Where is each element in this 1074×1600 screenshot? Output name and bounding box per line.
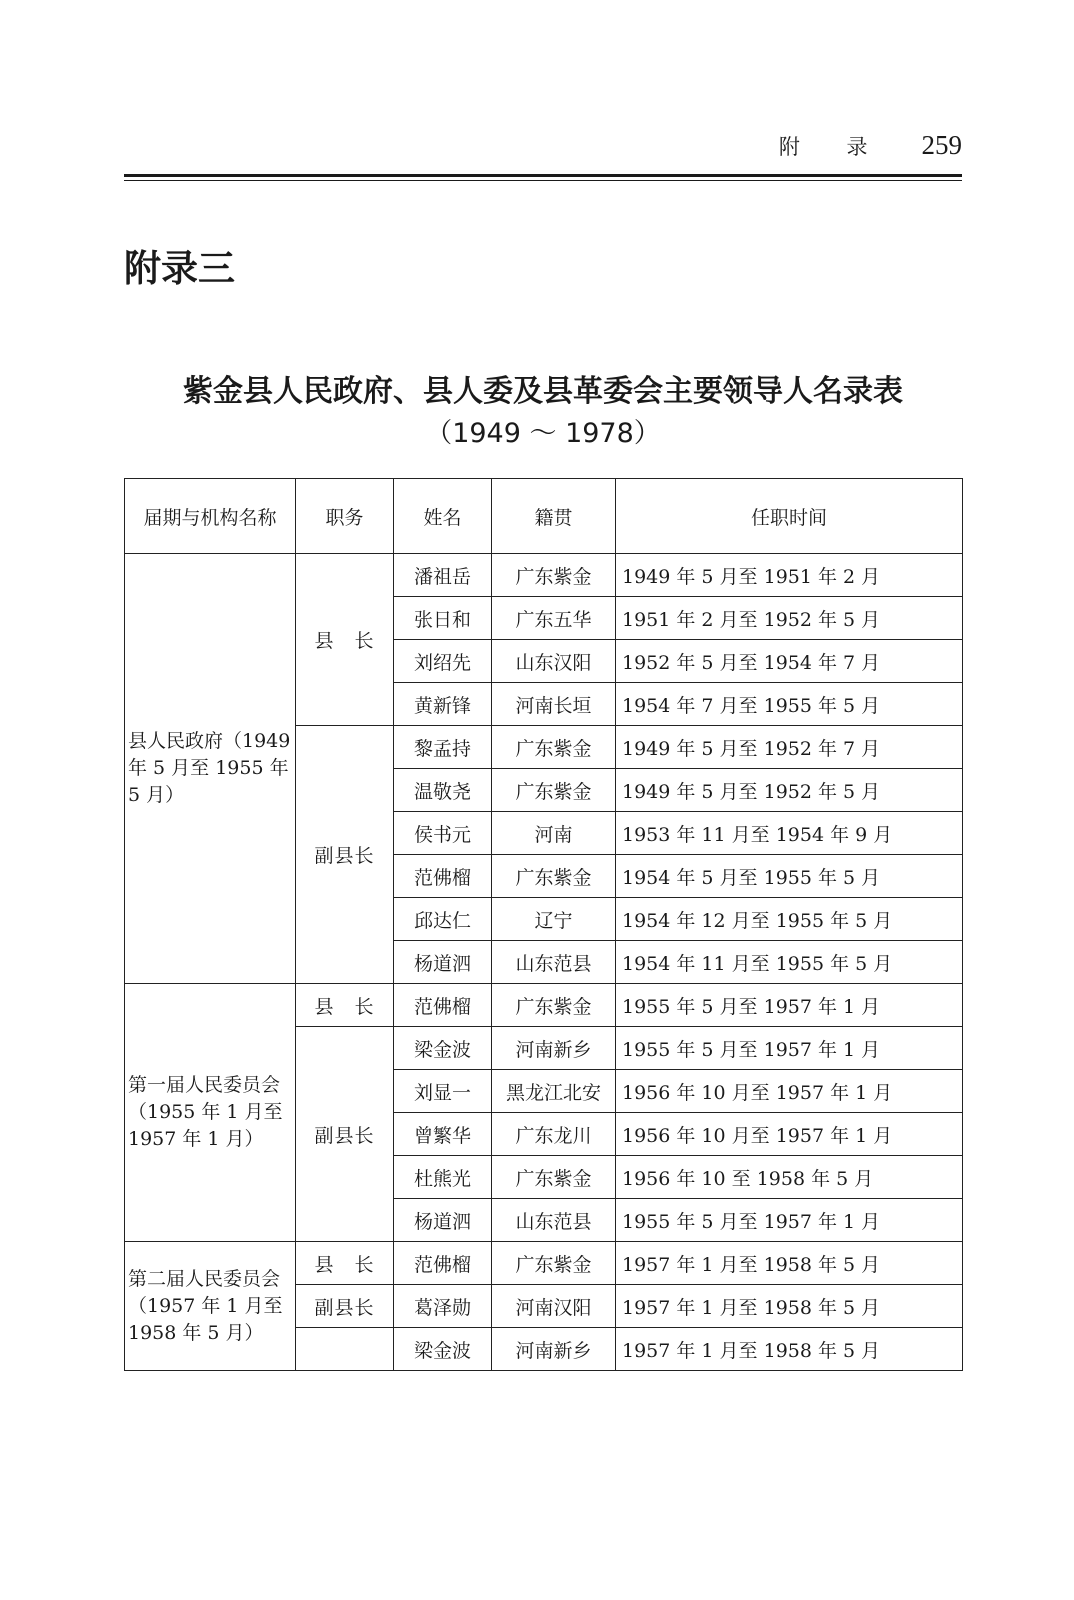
term-cell: 1956 年 10 月至 1957 年 1 月	[616, 1113, 963, 1156]
leaders-table	[124, 478, 963, 1371]
role-cell: 副县长	[296, 726, 394, 984]
origin-cell: 广东紫金	[492, 769, 616, 812]
origin-cell: 广东紫金	[492, 726, 616, 769]
page-number: 259	[921, 130, 962, 160]
origin-cell: 辽宁	[492, 898, 616, 941]
term-cell: 1957 年 1 月至 1958 年 5 月	[616, 1285, 963, 1328]
name-cell: 邱达仁	[394, 898, 492, 941]
header-period: 届期与机构名称	[125, 479, 296, 554]
origin-cell: 山东范县	[492, 941, 616, 984]
term-cell: 1955 年 5 月至 1957 年 1 月	[616, 984, 963, 1027]
header-name: 姓名	[394, 479, 492, 554]
origin-cell: 河南长垣	[492, 683, 616, 726]
name-cell: 温敬尧	[394, 769, 492, 812]
name-cell: 梁金波	[394, 1027, 492, 1070]
header-role: 职务	[296, 479, 394, 554]
name-cell: 刘显一	[394, 1070, 492, 1113]
term-cell: 1956 年 10 至 1958 年 5 月	[616, 1156, 963, 1199]
name-cell: 刘绍先	[394, 640, 492, 683]
period-cell: 第一届人民委员会（1955 年 1 月至 1957 年 1 月）	[125, 984, 296, 1242]
name-cell: 杨道泗	[394, 941, 492, 984]
origin-cell: 广东五华	[492, 597, 616, 640]
name-cell: 范佛榴	[394, 1242, 492, 1285]
role-cell: 副县长	[296, 1285, 394, 1328]
name-cell: 范佛榴	[394, 855, 492, 898]
table-subtitle: （1949 ～ 1978）	[425, 418, 661, 449]
name-cell: 张日和	[394, 597, 492, 640]
table-row	[125, 984, 963, 1027]
origin-cell: 黑龙江北安	[492, 1070, 616, 1113]
name-cell: 梁金波	[394, 1328, 492, 1371]
origin-cell: 山东汉阳	[492, 640, 616, 683]
term-cell: 1949 年 5 月至 1952 年 7 月	[616, 726, 963, 769]
origin-cell: 河南汉阳	[492, 1285, 616, 1328]
name-cell: 侯书元	[394, 812, 492, 855]
term-cell: 1954 年 11 月至 1955 年 5 月	[616, 941, 963, 984]
term-cell: 1949 年 5 月至 1952 年 5 月	[616, 769, 963, 812]
name-cell: 曾繁华	[394, 1113, 492, 1156]
role-cell	[296, 1328, 394, 1371]
running-head	[779, 130, 962, 161]
role-cell: 县 长	[296, 554, 394, 726]
term-cell: 1952 年 5 月至 1954 年 7 月	[616, 640, 963, 683]
origin-cell: 广东紫金	[492, 984, 616, 1027]
origin-cell: 河南新乡	[492, 1027, 616, 1070]
header-rule-thick	[124, 174, 962, 177]
term-cell: 1949 年 5 月至 1951 年 2 月	[616, 554, 963, 597]
name-cell: 杨道泗	[394, 1199, 492, 1242]
term-cell: 1954 年 7 月至 1955 年 5 月	[616, 683, 963, 726]
header-rule-thin	[124, 180, 962, 181]
term-cell: 1955 年 5 月至 1957 年 1 月	[616, 1027, 963, 1070]
role-cell: 县 长	[296, 1242, 394, 1285]
term-cell: 1957 年 1 月至 1958 年 5 月	[616, 1242, 963, 1285]
term-cell: 1953 年 11 月至 1954 年 9 月	[616, 812, 963, 855]
origin-cell: 广东紫金	[492, 855, 616, 898]
table-row	[125, 1242, 963, 1285]
running-head-section: 附 录	[778, 135, 888, 159]
term-cell: 1954 年 12 月至 1955 年 5 月	[616, 898, 963, 941]
origin-cell: 广东紫金	[492, 554, 616, 597]
period-cell: 第二届人民委员会（1957 年 1 月至 1958 年 5 月）	[125, 1242, 296, 1371]
role-cell: 县 长	[296, 984, 394, 1027]
origin-cell: 山东范县	[492, 1199, 616, 1242]
role-cell: 副县长	[296, 1027, 394, 1242]
term-cell: 1951 年 2 月至 1952 年 5 月	[616, 597, 963, 640]
term-cell: 1954 年 5 月至 1955 年 5 月	[616, 855, 963, 898]
appendix-title: 附录三	[124, 247, 235, 290]
term-cell: 1955 年 5 月至 1957 年 1 月	[616, 1199, 963, 1242]
table-row	[125, 554, 963, 597]
name-cell: 葛泽勋	[394, 1285, 492, 1328]
origin-cell: 广东龙川	[492, 1113, 616, 1156]
header-origin: 籍贯	[492, 479, 616, 554]
origin-cell: 河南	[492, 812, 616, 855]
name-cell: 黎孟持	[394, 726, 492, 769]
name-cell: 范佛榴	[394, 984, 492, 1027]
name-cell: 黄新锋	[394, 683, 492, 726]
table-header-row	[125, 479, 963, 554]
table-title: 紫金县人民政府、县人委及县革委会主要领导人名录表	[183, 374, 903, 409]
term-cell: 1956 年 10 月至 1957 年 1 月	[616, 1070, 963, 1113]
origin-cell: 广东紫金	[492, 1156, 616, 1199]
term-cell: 1957 年 1 月至 1958 年 5 月	[616, 1328, 963, 1371]
table-body	[125, 554, 963, 1371]
name-cell: 杜熊光	[394, 1156, 492, 1199]
period-cell: 县人民政府（1949 年 5 月至 1955 年 5 月）	[125, 554, 296, 984]
name-cell: 潘祖岳	[394, 554, 492, 597]
origin-cell: 河南新乡	[492, 1328, 616, 1371]
origin-cell: 广东紫金	[492, 1242, 616, 1285]
header-term: 任职时间	[616, 479, 963, 554]
